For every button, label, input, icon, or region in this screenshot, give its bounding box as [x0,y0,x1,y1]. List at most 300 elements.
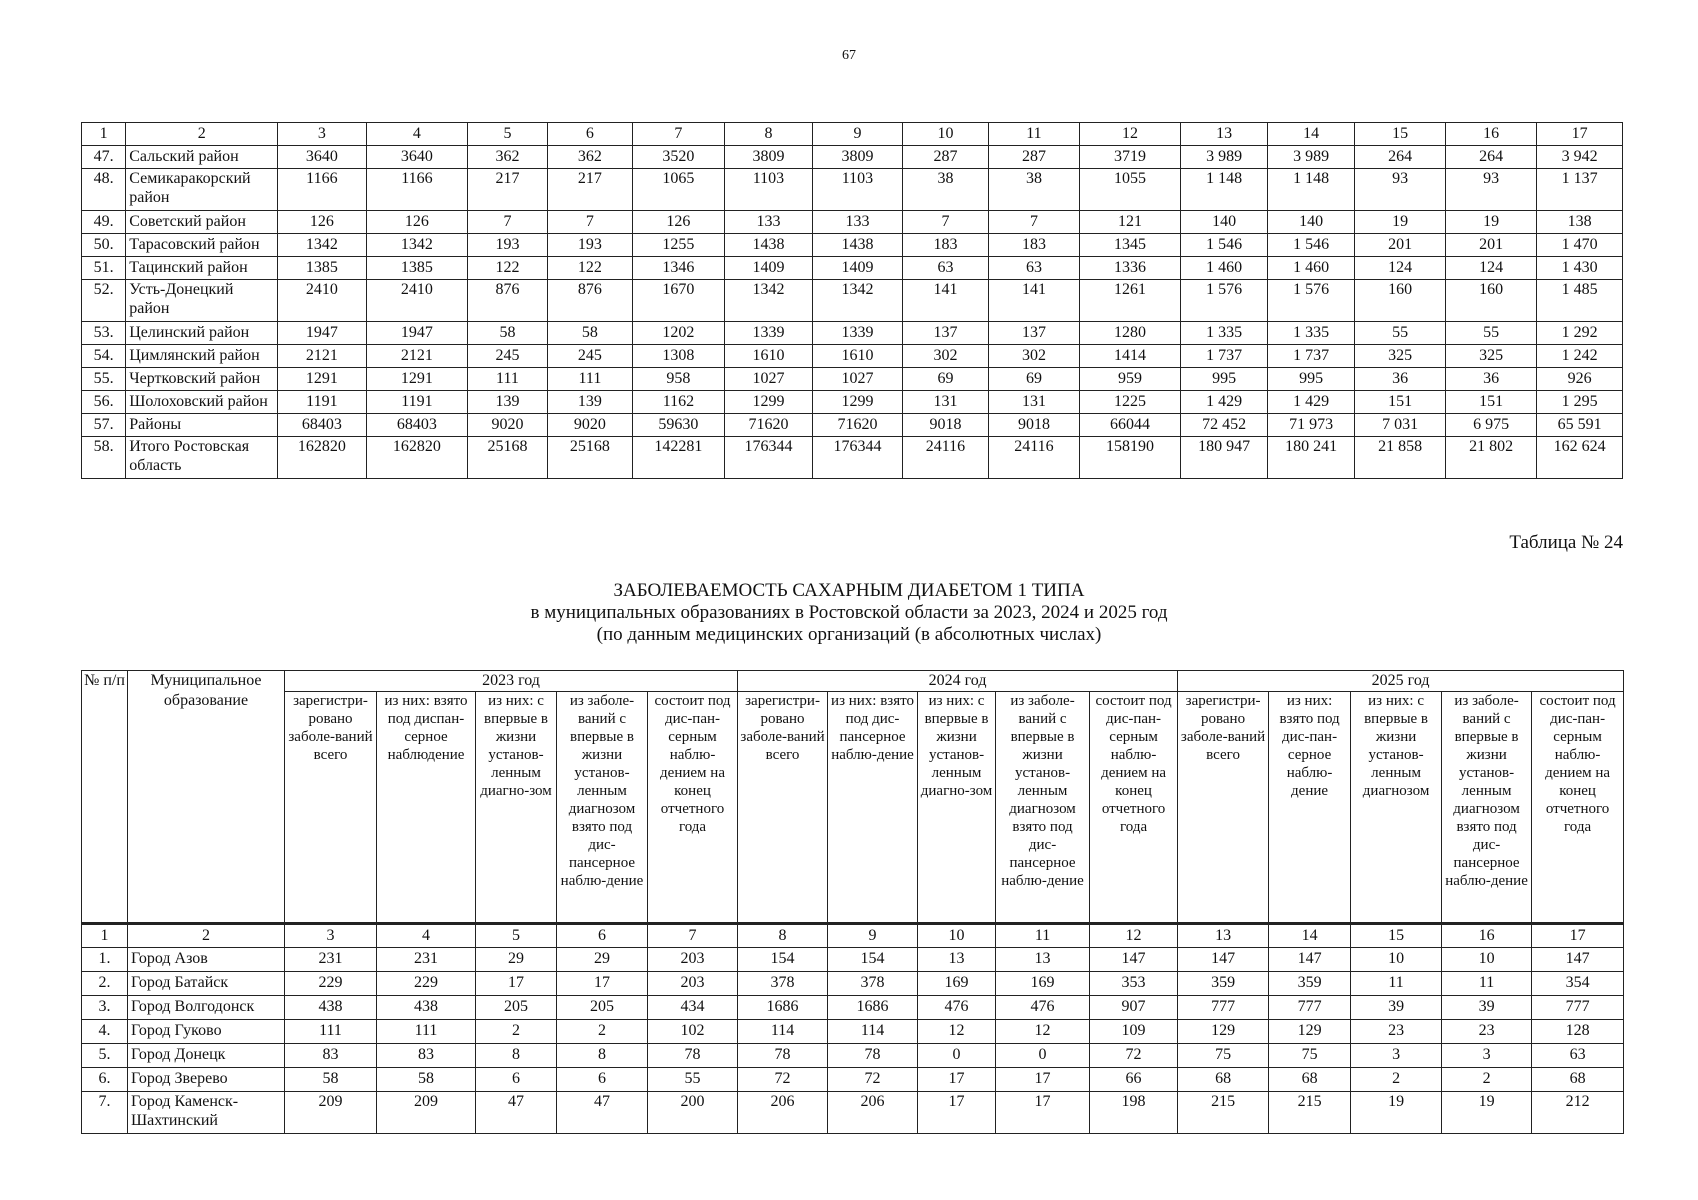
data-cell: 245 [547,345,632,368]
data-cell: 907 [1090,996,1178,1020]
data-cell: 1438 [724,234,813,257]
data-cell: 1346 [633,257,725,280]
row-number: 49. [82,211,126,234]
data-cell: 17 [557,972,648,996]
data-cell: 9020 [468,414,547,437]
column-number: 16 [1445,123,1537,146]
data-cell: 1342 [366,234,468,257]
column-number: 14 [1269,924,1351,948]
data-cell: 1 295 [1537,391,1623,414]
subheader: состоит под дис-пан-серным наблю-дением на конец отчетного года [1532,692,1624,924]
municipality-name: Чертковский район [126,368,278,391]
data-cell: 78 [738,1044,828,1068]
data-cell: 229 [377,972,476,996]
data-cell: 17 [996,1092,1090,1134]
data-cell: 68 [1178,1068,1269,1092]
column-number: 17 [1537,123,1623,146]
data-cell: 203 [648,948,738,972]
data-cell: 1 546 [1267,234,1355,257]
data-cell: 39 [1351,996,1442,1020]
data-cell: 29 [476,948,557,972]
row-number: 52. [82,280,126,322]
data-cell: 302 [902,345,989,368]
data-cell: 3719 [1079,146,1181,169]
header-no: № п/п [82,671,128,924]
data-cell: 1166 [366,169,468,211]
data-cell: 302 [989,345,1080,368]
data-cell: 1225 [1079,391,1181,414]
table-row [82,322,1623,345]
column-number: 15 [1351,924,1442,948]
data-cell: 1670 [633,280,725,322]
data-cell: 3 [1351,1044,1442,1068]
table-label: Таблица № 24 [1509,532,1623,553]
data-cell: 169 [996,972,1090,996]
data-cell: 1308 [633,345,725,368]
data-cell: 1 242 [1537,345,1623,368]
data-cell: 3640 [278,146,367,169]
data-cell: 876 [468,280,547,322]
data-cell: 1 430 [1537,257,1623,280]
data-cell: 229 [285,972,377,996]
data-cell: 1342 [813,280,903,322]
data-cell: 3 989 [1267,146,1355,169]
subheader: из них: с впервые в жизни установ-ленным диагно-зом [476,692,557,924]
data-cell: 124 [1445,257,1537,280]
data-cell: 378 [738,972,828,996]
data-cell: 147 [1532,948,1624,972]
data-cell: 111 [468,368,547,391]
column-number: 13 [1178,924,1269,948]
data-cell: 353 [1090,972,1178,996]
column-number: 15 [1355,123,1446,146]
data-cell: 1345 [1079,234,1181,257]
column-number: 3 [278,123,367,146]
data-cell: 17 [918,1092,996,1134]
data-cell: 154 [828,948,918,972]
data-cell: 160 [1355,280,1446,322]
data-cell: 777 [1178,996,1269,1020]
data-cell: 93 [1445,169,1537,211]
data-cell: 1 485 [1537,280,1623,322]
data-cell: 71620 [724,414,813,437]
data-cell: 1686 [738,996,828,1020]
data-cell: 362 [547,146,632,169]
data-cell: 7 [468,211,547,234]
subheader: из заболе-ваний с впервые в жизни установ-ленным диагнозом взято под дис-пансерное наблю-дение [996,692,1090,924]
data-cell: 12 [996,1020,1090,1044]
column-number: 11 [989,123,1080,146]
data-cell: 1414 [1079,345,1181,368]
data-cell: 1336 [1079,257,1181,280]
data-cell: 476 [918,996,996,1020]
table-row [82,1044,1624,1068]
column-number: 7 [648,924,738,948]
data-cell: 958 [633,368,725,391]
column-number: 5 [468,123,547,146]
data-cell: 12 [918,1020,996,1044]
row-number: 48. [82,169,126,211]
data-cell: 24116 [989,437,1080,479]
data-cell: 209 [285,1092,377,1134]
data-cell: 111 [377,1020,476,1044]
column-number: 3 [285,924,377,948]
data-cell: 58 [377,1068,476,1092]
data-cell: 162 624 [1537,437,1623,479]
data-cell: 1 429 [1181,391,1268,414]
column-number: 4 [377,924,476,948]
data-cell: 58 [468,322,547,345]
data-cell: 9018 [902,414,989,437]
data-cell: 1103 [724,169,813,211]
subheader: из заболе-ваний с впервые в жизни установ-ленным диагнозом взято под дис-пансерное наблю-дение [1442,692,1532,924]
data-cell: 169 [918,972,996,996]
data-cell: 83 [285,1044,377,1068]
row-number: 1. [82,948,128,972]
table-row [82,1092,1624,1134]
data-cell: 3809 [813,146,903,169]
data-cell: 111 [285,1020,377,1044]
municipality-name: Город Донецк [128,1044,285,1068]
data-cell: 124 [1355,257,1446,280]
data-cell: 378 [828,972,918,996]
data-cell: 180 947 [1181,437,1268,479]
data-cell: 1202 [633,322,725,345]
subheader: зарегистри-ровано заболе-ваний всего [1178,692,1269,924]
data-cell: 193 [547,234,632,257]
subheader: из них: взято под диспан-серное наблюдение [377,692,476,924]
municipality-name: Семикаракорский район [126,169,278,211]
data-cell: 205 [557,996,648,1020]
data-cell: 1027 [813,368,903,391]
data-cell: 1610 [724,345,813,368]
main-table [81,670,1624,1134]
column-number: 17 [1532,924,1624,948]
header-municipality: Муниципальное образование [128,671,285,924]
continuation-table [81,122,1623,479]
data-cell: 2410 [366,280,468,322]
data-cell: 78 [828,1044,918,1068]
data-cell: 215 [1269,1092,1351,1134]
subheader: зарегистри-ровано заболе-ваний всего [738,692,828,924]
column-number: 10 [902,123,989,146]
data-cell: 2121 [366,345,468,368]
table-row [82,1020,1624,1044]
data-cell: 1339 [813,322,903,345]
column-number: 14 [1267,123,1355,146]
subheader: из них: с впервые в жизни установ-ленным диагнозом [1351,692,1442,924]
subheader: из заболе-ваний с впервые в жизни установ-ленным диагнозом взято под дис-пансерное наблю-дение [557,692,648,924]
data-cell: 3 942 [1537,146,1623,169]
table-row [82,257,1623,280]
data-cell: 1 292 [1537,322,1623,345]
data-cell: 147 [1269,948,1351,972]
column-number: 5 [476,924,557,948]
data-cell: 2410 [278,280,367,322]
data-cell: 6 975 [1445,414,1537,437]
data-cell: 23 [1351,1020,1442,1044]
table-row [82,1068,1624,1092]
data-cell: 995 [1267,368,1355,391]
row-number: 47. [82,146,126,169]
data-cell: 63 [1532,1044,1624,1068]
data-cell: 24116 [902,437,989,479]
data-cell: 131 [902,391,989,414]
data-cell: 75 [1269,1044,1351,1068]
row-number: 3. [82,996,128,1020]
data-cell: 1162 [633,391,725,414]
data-cell: 59630 [633,414,725,437]
municipality-name: Усть-Донецкий район [126,280,278,322]
data-cell: 1 576 [1181,280,1268,322]
data-cell: 1055 [1079,169,1181,211]
data-cell: 1 546 [1181,234,1268,257]
data-cell: 359 [1269,972,1351,996]
data-cell: 1610 [813,345,903,368]
data-cell: 287 [989,146,1080,169]
data-cell: 325 [1355,345,1446,368]
data-cell: 176344 [724,437,813,479]
table-row [82,234,1623,257]
data-cell: 126 [633,211,725,234]
data-cell: 1 137 [1537,169,1623,211]
row-number: 58. [82,437,126,479]
data-cell: 1255 [633,234,725,257]
row-number: 50. [82,234,126,257]
data-cell: 141 [989,280,1080,322]
data-cell: 2 [557,1020,648,1044]
data-cell: 287 [902,146,989,169]
data-cell: 47 [557,1092,648,1134]
data-cell: 212 [1532,1092,1624,1134]
data-cell: 141 [902,280,989,322]
row-number: 54. [82,345,126,368]
data-cell: 354 [1532,972,1624,996]
data-cell: 1 148 [1267,169,1355,211]
data-cell: 3809 [724,146,813,169]
data-cell: 111 [547,368,632,391]
column-number: 1 [82,924,128,948]
table-row [82,414,1623,437]
data-cell: 200 [648,1092,738,1134]
data-cell: 139 [547,391,632,414]
data-cell: 198 [1090,1092,1178,1134]
data-cell: 75 [1178,1044,1269,1068]
data-cell: 1 335 [1181,322,1268,345]
table-row [82,368,1623,391]
data-cell: 2 [1442,1068,1532,1092]
data-cell: 21 802 [1445,437,1537,479]
column-number: 8 [738,924,828,948]
data-cell: 21 858 [1355,437,1446,479]
column-number: 7 [633,123,725,146]
data-cell: 36 [1445,368,1537,391]
row-number: 53. [82,322,126,345]
data-cell: 0 [918,1044,996,1068]
header-year-2023: 2023 год [285,671,738,692]
data-cell: 201 [1355,234,1446,257]
data-cell: 13 [996,948,1090,972]
column-number: 10 [918,924,996,948]
subheader: из них: взято под дис-пансерное наблю-дение [828,692,918,924]
data-cell: 362 [468,146,547,169]
data-cell: 1339 [724,322,813,345]
municipality-name: Город Волгодонск [128,996,285,1020]
column-number: 13 [1181,123,1268,146]
column-number: 12 [1090,924,1178,948]
table-row [82,280,1623,322]
data-cell: 122 [547,257,632,280]
header-row-subcolumns [82,692,1624,924]
column-number: 12 [1079,123,1181,146]
table-row [82,169,1623,211]
row-number: 7. [82,1092,128,1134]
data-cell: 133 [724,211,813,234]
data-cell: 209 [377,1092,476,1134]
data-cell: 47 [476,1092,557,1134]
data-cell: 129 [1269,1020,1351,1044]
data-cell: 139 [468,391,547,414]
header-row-years [82,671,1624,692]
data-cell: 68 [1532,1068,1624,1092]
data-cell: 25168 [468,437,547,479]
subheader: зарегистри-ровано заболе-ваний всего [285,692,377,924]
data-cell: 1191 [278,391,367,414]
data-cell: 1299 [724,391,813,414]
column-number: 2 [126,123,278,146]
data-cell: 176344 [813,437,903,479]
data-cell: 129 [1178,1020,1269,1044]
data-cell: 140 [1267,211,1355,234]
data-cell: 83 [377,1044,476,1068]
municipality-name: Город Зверево [128,1068,285,1092]
data-cell: 131 [989,391,1080,414]
row-number: 55. [82,368,126,391]
data-cell: 2 [1351,1068,1442,1092]
column-number: 6 [557,924,648,948]
data-cell: 1409 [724,257,813,280]
data-cell: 19 [1442,1092,1532,1134]
data-cell: 19 [1445,211,1537,234]
row-number: 56. [82,391,126,414]
column-number: 9 [828,924,918,948]
data-cell: 434 [648,996,738,1020]
data-cell: 2121 [278,345,367,368]
data-cell: 1342 [724,280,813,322]
data-cell: 438 [377,996,476,1020]
data-cell: 1947 [366,322,468,345]
data-cell: 1385 [278,257,367,280]
data-cell: 777 [1532,996,1624,1020]
data-cell: 7 [902,211,989,234]
data-cell: 162820 [278,437,367,479]
data-cell: 66044 [1079,414,1181,437]
data-cell: 71 973 [1267,414,1355,437]
data-cell: 58 [547,322,632,345]
data-cell: 63 [902,257,989,280]
data-cell: 13 [918,948,996,972]
subheader: состоит под дис-пан-серным наблю-дением на конец отчетного года [1090,692,1178,924]
data-cell: 1027 [724,368,813,391]
column-number: 6 [547,123,632,146]
data-cell: 1261 [1079,280,1181,322]
table-row [82,146,1623,169]
data-cell: 114 [828,1020,918,1044]
data-cell: 995 [1181,368,1268,391]
data-cell: 205 [476,996,557,1020]
data-cell: 68403 [366,414,468,437]
data-cell: 68403 [278,414,367,437]
data-cell: 29 [557,948,648,972]
data-cell: 3 989 [1181,146,1268,169]
data-cell: 19 [1351,1092,1442,1134]
data-cell: 58 [285,1068,377,1092]
row-number: 51. [82,257,126,280]
data-cell: 1385 [366,257,468,280]
data-cell: 63 [989,257,1080,280]
data-cell: 1103 [813,169,903,211]
data-cell: 231 [377,948,476,972]
data-cell: 217 [547,169,632,211]
data-cell: 231 [285,948,377,972]
data-cell: 1065 [633,169,725,211]
data-cell: 206 [828,1092,918,1134]
data-cell: 162820 [366,437,468,479]
data-cell: 154 [738,948,828,972]
subheader: из них: взято под дис-пан-серное наблю-дение [1269,692,1351,924]
column-number: 2 [128,924,285,948]
municipality-name: Советский район [126,211,278,234]
data-cell: 215 [1178,1092,1269,1134]
data-cell: 137 [902,322,989,345]
data-cell: 3640 [366,146,468,169]
table-row [82,972,1624,996]
data-cell: 38 [902,169,989,211]
data-cell: 1 576 [1267,280,1355,322]
data-cell: 102 [648,1020,738,1044]
subheader: из них: с впервые в жизни установ-ленным диагно-зом [918,692,996,924]
data-cell: 69 [902,368,989,391]
data-cell: 109 [1090,1020,1178,1044]
table-source-note: (по данным медицинских организаций (в абсолютных числах) [596,624,1102,645]
municipality-name: Город Батайск [128,972,285,996]
data-cell: 777 [1269,996,1351,1020]
data-cell: 72 452 [1181,414,1268,437]
data-cell: 1299 [813,391,903,414]
data-cell: 9018 [989,414,1080,437]
data-cell: 65 591 [1537,414,1623,437]
data-cell: 11 [1351,972,1442,996]
data-cell: 0 [996,1044,1090,1068]
data-cell: 2 [476,1020,557,1044]
municipality-name: Шолоховский район [126,391,278,414]
data-cell: 151 [1355,391,1446,414]
municipality-name: Итого Ростовская область [126,437,278,479]
data-cell: 1 148 [1181,169,1268,211]
table-subtitle: в муниципальных образованиях в Ростовской области за 2023, 2024 и 2025 год [530,602,1168,623]
data-cell: 69 [989,368,1080,391]
data-cell: 78 [648,1044,738,1068]
municipality-name: Город Каменск-Шахтинский [128,1092,285,1134]
table-title: ЗАБОЛЕВАЕМОСТЬ САХАРНЫМ ДИАБЕТОМ 1 ТИПА [613,580,1085,601]
data-cell: 1 460 [1181,257,1268,280]
data-cell: 140 [1181,211,1268,234]
data-cell: 201 [1445,234,1537,257]
data-cell: 180 241 [1267,437,1355,479]
header-year-2025: 2025 год [1178,671,1624,692]
data-cell: 7 [989,211,1080,234]
data-cell: 476 [996,996,1090,1020]
